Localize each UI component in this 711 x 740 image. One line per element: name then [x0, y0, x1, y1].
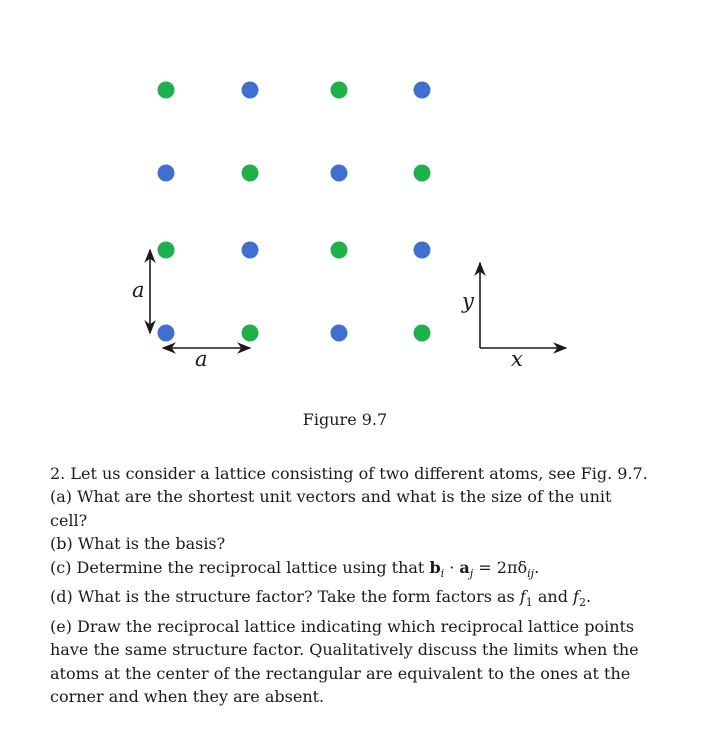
subscript-2: 2	[578, 596, 586, 610]
question-d	[50, 585, 650, 615]
subscript-j: j	[469, 566, 474, 580]
green-atom	[242, 325, 259, 342]
green-atom	[414, 325, 431, 342]
green-atom	[158, 82, 175, 99]
vertical-arrow-label: a	[132, 278, 145, 302]
vector-b: b	[429, 557, 441, 577]
subscript-ij: ij	[527, 566, 535, 580]
green-atom	[242, 165, 259, 182]
question-c	[50, 556, 650, 586]
blue-atom	[331, 165, 348, 182]
dot-operator: ·	[444, 557, 460, 577]
figure-caption: Figure 9.7	[302, 410, 388, 429]
green-atom	[158, 242, 175, 259]
blue-atom	[242, 242, 259, 259]
vector-a: a	[459, 557, 470, 577]
x-axis-label: x	[511, 347, 523, 371]
question-d-text: (d) What is the structure factor? Take the form factors as	[50, 587, 520, 607]
subscript-1: 1	[525, 596, 533, 610]
green-atom	[331, 242, 348, 259]
blue-atom	[242, 82, 259, 99]
question-c-text: (c) Determine the reciprocal lattice using that	[50, 557, 430, 577]
question-e: (e) Draw the reciprocal lattice indicating which reciprocal lattice points have the same structure factor. Qualitatively discuss the limits when the atoms at the center of the rectangular are equivalent to the ones at the corner and when they are absent.	[50, 616, 639, 707]
blue-atom	[158, 325, 175, 342]
blue-atom	[331, 325, 348, 342]
atom-grid	[158, 82, 431, 342]
question-d-and: and	[532, 587, 574, 607]
blue-atom	[414, 82, 431, 99]
problem-text	[50, 462, 650, 708]
subscript-i: i	[440, 566, 445, 580]
form-factor-f2: f	[573, 587, 579, 607]
question-b: (b) What is the basis?	[50, 534, 226, 554]
green-atom	[414, 165, 431, 182]
question-c-end: .	[534, 557, 540, 577]
blue-atom	[158, 165, 175, 182]
green-atom	[331, 82, 348, 99]
question-d-end: .	[585, 587, 592, 607]
horizontal-arrow-label: a	[195, 347, 208, 371]
form-factor-f1: f	[519, 587, 526, 607]
blue-atom	[414, 242, 431, 259]
question-a: (a) What are the shortest unit vectors and what is the size of the unit cell?	[50, 487, 612, 530]
equals-two-pi-delta: = 2πδ	[473, 557, 528, 577]
problem-intro: 2. Let us consider a lattice consisting of two different atoms, see Fig. 9.7.	[50, 464, 648, 483]
y-axis-label: y	[462, 289, 474, 313]
